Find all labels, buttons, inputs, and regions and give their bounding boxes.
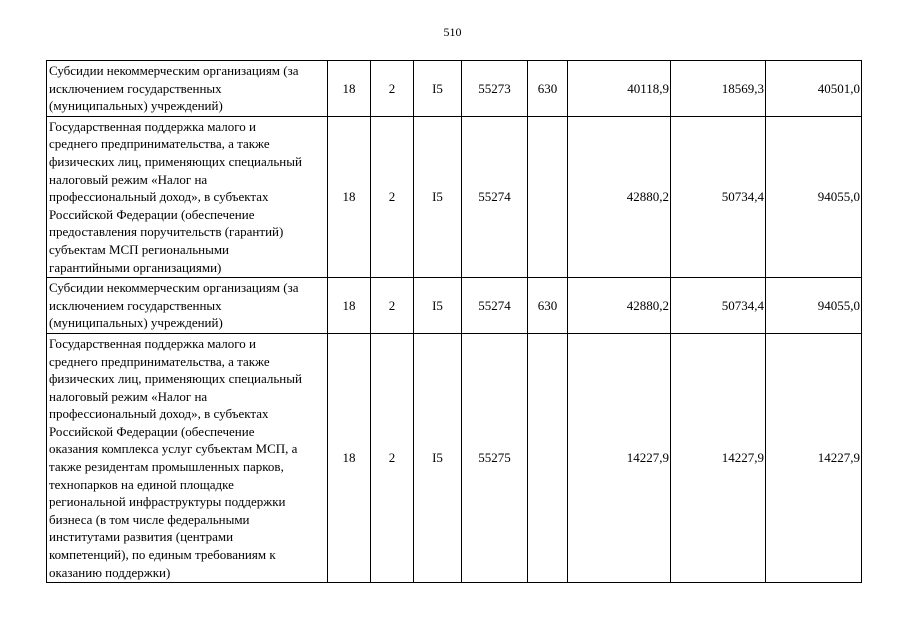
section-code: 18 [328, 116, 371, 277]
amount-year-1: 40118,9 [568, 61, 671, 117]
section-code: 18 [328, 61, 371, 117]
target-code: 55275 [462, 333, 528, 582]
amount-year-1: 42880,2 [568, 278, 671, 334]
expense-type-code [528, 116, 568, 277]
amount-year-1: 42880,2 [568, 116, 671, 277]
expense-type-code: 630 [528, 61, 568, 117]
amount-year-3: 94055,0 [766, 278, 862, 334]
description-cell: Государственная поддержка малого и среднего предпринимательства, а также физических лиц, применяющих специальный налоговый режим «Налог на профессиональный доход», в субъектах Российской Федерации (обеспечение предоставления поручительств (гарантий) субъектам МСП региональными гарантийными организациями) [47, 116, 328, 277]
amount-year-2: 50734,4 [671, 116, 766, 277]
amount-year-2: 14227,9 [671, 333, 766, 582]
page-number: 510 [443, 25, 462, 39]
amount-year-2: 50734,4 [671, 278, 766, 334]
description-cell: Субсидии некоммерческим организациям (за исключением государственных (муниципальных) учреждений) [47, 61, 328, 117]
amount-year-1: 14227,9 [568, 333, 671, 582]
table-row [47, 61, 862, 117]
amount-year-3: 40501,0 [766, 61, 862, 117]
target-code: 55273 [462, 61, 528, 117]
table-row [47, 278, 862, 334]
table-row [47, 116, 862, 277]
description-cell: Государственная поддержка малого и среднего предпринимательства, а также физических лиц, применяющих специальный налоговый режим «Налог на профессиональный доход», в субъектах Российской Федерации (обеспечение оказания комплекса услуг субъектам МСП, а также резидентам промышленных парков, технопарков на единой площадке региональной инфраструктуры поддержки бизнеса (в том числе федеральными институтами развития (центрами компетенций), по единым требованиям к оказанию поддержки) [47, 333, 328, 582]
amount-year-3: 14227,9 [766, 333, 862, 582]
target-code-part: I5 [414, 278, 462, 334]
target-code-part: I5 [414, 116, 462, 277]
target-code: 55274 [462, 278, 528, 334]
table-row [47, 333, 862, 582]
subsection-code: 2 [371, 333, 414, 582]
target-code: 55274 [462, 116, 528, 277]
expense-type-code: 630 [528, 278, 568, 334]
budget-table [46, 60, 862, 583]
target-code-part: I5 [414, 61, 462, 117]
amount-year-3: 94055,0 [766, 116, 862, 277]
section-code: 18 [328, 333, 371, 582]
description-cell: Субсидии некоммерческим организациям (за исключением государственных (муниципальных) учреждений) [47, 278, 328, 334]
section-code: 18 [328, 278, 371, 334]
amount-year-2: 18569,3 [671, 61, 766, 117]
subsection-code: 2 [371, 61, 414, 117]
target-code-part: I5 [414, 333, 462, 582]
subsection-code: 2 [371, 278, 414, 334]
subsection-code: 2 [371, 116, 414, 277]
expense-type-code [528, 333, 568, 582]
